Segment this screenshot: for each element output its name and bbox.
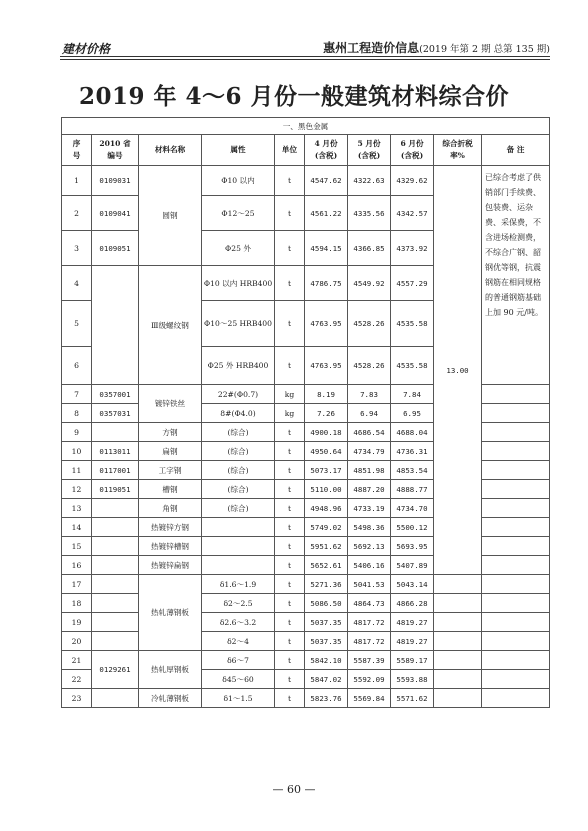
- cell-apr: 4948.96: [305, 499, 348, 518]
- cell-seq: 13: [62, 499, 92, 518]
- cell-code: 0357001: [92, 385, 139, 404]
- cell-may: 4549.92: [348, 266, 391, 301]
- cell-tax: [434, 689, 482, 708]
- cell-seq: 3: [62, 231, 92, 266]
- cell-seq: 8: [62, 404, 92, 423]
- cell-apr: 5110.00: [305, 480, 348, 499]
- cell-unit: t: [275, 423, 305, 442]
- cell-note: [482, 651, 550, 670]
- cell-apr: 7.26: [305, 404, 348, 423]
- cell-may: 5692.13: [348, 537, 391, 556]
- cell-code: 0119051: [92, 480, 139, 499]
- cell-attr: 22#(Φ0.7): [202, 385, 275, 404]
- cell-may: 5592.09: [348, 670, 391, 689]
- cell-tax: [434, 632, 482, 651]
- col-note: 备 注: [482, 135, 550, 166]
- cell-code: 0113011: [92, 442, 139, 461]
- cell-note: [482, 575, 550, 594]
- cell-may: 4851.98: [348, 461, 391, 480]
- cell-seq: 11: [62, 461, 92, 480]
- header-rule-thin: [60, 59, 550, 60]
- cell-code: [92, 556, 139, 575]
- cell-note: [482, 385, 550, 404]
- cell-attr: Φ10 以内: [202, 166, 275, 196]
- cell-apr: 4594.15: [305, 231, 348, 266]
- cell-code: 0109031: [92, 166, 139, 196]
- cell-seq: 19: [62, 613, 92, 632]
- cell-jun: 4888.77: [391, 480, 434, 499]
- cell-jun: 4373.92: [391, 231, 434, 266]
- cell-attr: (综合): [202, 461, 275, 480]
- cell-code: 0117001: [92, 461, 139, 480]
- cell-apr: 5652.61: [305, 556, 348, 575]
- cell-jun: 5589.17: [391, 651, 434, 670]
- cell-seq: 9: [62, 423, 92, 442]
- cell-name-group: 热轧薄钢板: [139, 575, 202, 651]
- cell-attr: δ6～7: [202, 651, 275, 670]
- cell-name-group: Ⅲ级螺纹钢: [139, 266, 202, 385]
- cell-may: 5569.84: [348, 689, 391, 708]
- cell-apr: 4786.75: [305, 266, 348, 301]
- cell-may: 4528.26: [348, 347, 391, 385]
- cell-attr: Φ12～25: [202, 196, 275, 231]
- cell-tax: [434, 651, 482, 670]
- cell-seq: 7: [62, 385, 92, 404]
- cell-attr: (综合): [202, 499, 275, 518]
- cell-note: [482, 613, 550, 632]
- cell-tax: [434, 670, 482, 689]
- cell-attr: [202, 556, 275, 575]
- cell-unit: t: [275, 651, 305, 670]
- cell-unit: t: [275, 196, 305, 231]
- cell-code: [92, 518, 139, 537]
- cell-note: [482, 423, 550, 442]
- cell-code: 0109051: [92, 231, 139, 266]
- cell-note: [482, 518, 550, 537]
- cell-seq: 5: [62, 301, 92, 347]
- cell-tax: [434, 594, 482, 613]
- cell-attr: Φ10 以内 HRB400: [202, 266, 275, 301]
- cell-attr: δ1～1.5: [202, 689, 275, 708]
- cell-unit: t: [275, 480, 305, 499]
- cell-jun: 5043.14: [391, 575, 434, 594]
- cell-unit: t: [275, 166, 305, 196]
- cell-jun: 4853.54: [391, 461, 434, 480]
- cell-jun: 4866.28: [391, 594, 434, 613]
- cell-apr: 5749.02: [305, 518, 348, 537]
- cell-note: [482, 594, 550, 613]
- cell-attr: δ2～4: [202, 632, 275, 651]
- cell-note: [482, 404, 550, 423]
- table-row: [62, 613, 550, 632]
- cell-jun: 4736.31: [391, 442, 434, 461]
- col-unit: 单位: [275, 135, 305, 166]
- cell-apr: 5842.10: [305, 651, 348, 670]
- cell-unit: t: [275, 301, 305, 347]
- cell-attr: δ2.6～3.2: [202, 613, 275, 632]
- col-may: 5 月份 (含税): [348, 135, 391, 166]
- cell-attr: δ45～60: [202, 670, 275, 689]
- cell-may: 4733.19: [348, 499, 391, 518]
- col-tax: 综合折税 率%: [434, 135, 482, 166]
- cell-apr: 4900.18: [305, 423, 348, 442]
- cell-jun: 5500.12: [391, 518, 434, 537]
- cell-seq: 1: [62, 166, 92, 196]
- cell-may: 7.83: [348, 385, 391, 404]
- cell-name: 热镀锌扁钢: [139, 556, 202, 575]
- table-row: [62, 166, 550, 196]
- cell-may: 4864.73: [348, 594, 391, 613]
- cell-seq: 20: [62, 632, 92, 651]
- cell-jun: 5593.88: [391, 670, 434, 689]
- cell-unit: t: [275, 518, 305, 537]
- col-attr: 属性: [202, 135, 275, 166]
- cell-seq: 22: [62, 670, 92, 689]
- table-row: [62, 594, 550, 613]
- cell-unit: t: [275, 442, 305, 461]
- cell-name: 角钢: [139, 499, 202, 518]
- cell-note: [482, 556, 550, 575]
- cell-apr: 5037.35: [305, 613, 348, 632]
- cell-unit: t: [275, 594, 305, 613]
- cell-unit: t: [275, 231, 305, 266]
- cell-may: 4734.79: [348, 442, 391, 461]
- cell-code: [92, 613, 139, 632]
- col-apr: 4 月份 (含税): [305, 135, 348, 166]
- cell-code: [92, 575, 139, 594]
- cell-apr: 4763.95: [305, 301, 348, 347]
- col-name: 材料名称: [139, 135, 202, 166]
- cell-jun: 5693.95: [391, 537, 434, 556]
- cell-name: 冷轧薄钢板: [139, 689, 202, 708]
- cell-apr: 4950.64: [305, 442, 348, 461]
- cell-unit: t: [275, 670, 305, 689]
- cell-attr: Φ10～25 HRB400: [202, 301, 275, 347]
- cell-attr: δ2～2.5: [202, 594, 275, 613]
- cell-unit: kg: [275, 404, 305, 423]
- cell-jun: 4819.27: [391, 613, 434, 632]
- cell-name: 扁钢: [139, 442, 202, 461]
- price-table: [61, 117, 550, 708]
- cell-attr: (综合): [202, 423, 275, 442]
- cell-seq: 15: [62, 537, 92, 556]
- cell-code-group: [92, 266, 139, 385]
- cell-tax-rate: 13.00: [434, 166, 482, 575]
- cell-code: 0109041: [92, 196, 139, 231]
- cell-attr: (综合): [202, 442, 275, 461]
- cell-remark: 已综合考虑了供销部门手续费、包装费、运杂费、采保费，不含进场检测费，不综合广钢、韶钢优等钢，抗震钢筋在相同规格的普通钢筋基础上加 90 元/吨。: [482, 166, 550, 385]
- cell-may: 4686.54: [348, 423, 391, 442]
- col-seq: 序 号: [62, 135, 92, 166]
- cell-apr: 5037.35: [305, 632, 348, 651]
- cell-attr: (综合): [202, 480, 275, 499]
- cell-seq: 18: [62, 594, 92, 613]
- cell-name: 热镀锌槽钢: [139, 537, 202, 556]
- category-row: [62, 118, 550, 135]
- cell-note: [482, 461, 550, 480]
- cell-jun: 4734.70: [391, 499, 434, 518]
- cell-name: 热镀锌方钢: [139, 518, 202, 537]
- cell-may: 4335.56: [348, 196, 391, 231]
- cell-jun: 4342.57: [391, 196, 434, 231]
- table-row: [62, 689, 550, 708]
- cell-attr: δ1.6～1.9: [202, 575, 275, 594]
- cell-apr: 5073.17: [305, 461, 348, 480]
- cell-seq: 12: [62, 480, 92, 499]
- cell-unit: t: [275, 266, 305, 301]
- cell-unit: kg: [275, 385, 305, 404]
- cell-attr: Φ25 外: [202, 231, 275, 266]
- cell-may: 4817.72: [348, 613, 391, 632]
- cell-jun: 4535.58: [391, 347, 434, 385]
- cell-may: 5406.16: [348, 556, 391, 575]
- cell-apr: 4763.95: [305, 347, 348, 385]
- cell-unit: t: [275, 632, 305, 651]
- cell-seq: 10: [62, 442, 92, 461]
- cell-apr: 5951.62: [305, 537, 348, 556]
- header-publication: [323, 39, 550, 56]
- cell-name: 工字钢: [139, 461, 202, 480]
- cell-jun: 4557.29: [391, 266, 434, 301]
- cell-jun: 5571.62: [391, 689, 434, 708]
- page-number: — 60 —: [272, 783, 316, 796]
- cell-apr: 8.19: [305, 385, 348, 404]
- header-issue: (2019 年第 2 期 总第 135 期): [419, 44, 550, 55]
- cell-code: 0357031: [92, 404, 139, 423]
- page-title: 2019 年 4～6 月份一般建筑材料综合价: [78, 83, 510, 110]
- cell-may: 5041.53: [348, 575, 391, 594]
- cell-may: 4322.63: [348, 166, 391, 196]
- cell-note: [482, 537, 550, 556]
- header-row: [62, 135, 550, 166]
- cell-jun: 5407.89: [391, 556, 434, 575]
- category-label: 一、黑色金属: [62, 118, 550, 135]
- cell-may: 4528.26: [348, 301, 391, 347]
- cell-seq: 21: [62, 651, 92, 670]
- cell-may: 4366.85: [348, 231, 391, 266]
- cell-code-group: 0129261: [92, 651, 139, 689]
- cell-code: [92, 594, 139, 613]
- cell-attr: [202, 518, 275, 537]
- cell-may: 6.94: [348, 404, 391, 423]
- cell-may: 5587.39: [348, 651, 391, 670]
- cell-seq: 16: [62, 556, 92, 575]
- cell-jun: 7.84: [391, 385, 434, 404]
- cell-apr: 5847.02: [305, 670, 348, 689]
- cell-may: 5498.36: [348, 518, 391, 537]
- cell-tax: [434, 613, 482, 632]
- cell-may: 4887.20: [348, 480, 391, 499]
- cell-attr: Φ25 外 HRB400: [202, 347, 275, 385]
- cell-jun: 4688.04: [391, 423, 434, 442]
- cell-apr: 5823.76: [305, 689, 348, 708]
- cell-seq: 17: [62, 575, 92, 594]
- cell-seq: 14: [62, 518, 92, 537]
- cell-jun: 4329.62: [391, 166, 434, 196]
- cell-code: [92, 499, 139, 518]
- cell-seq: 6: [62, 347, 92, 385]
- cell-unit: t: [275, 347, 305, 385]
- cell-name: 方钢: [139, 423, 202, 442]
- cell-note: [482, 670, 550, 689]
- table-row: [62, 575, 550, 594]
- cell-code: [92, 689, 139, 708]
- header-rule-thick: [60, 56, 550, 57]
- cell-jun: 4535.58: [391, 301, 434, 347]
- cell-tax: [434, 575, 482, 594]
- cell-unit: t: [275, 499, 305, 518]
- cell-may: 4817.72: [348, 632, 391, 651]
- cell-name: 槽钢: [139, 480, 202, 499]
- cell-jun: 4819.27: [391, 632, 434, 651]
- cell-seq: 4: [62, 266, 92, 301]
- cell-seq: 2: [62, 196, 92, 231]
- cell-note: [482, 480, 550, 499]
- cell-attr: 8#(Φ4.0): [202, 404, 275, 423]
- table-row: [62, 632, 550, 651]
- cell-name-group: 圆钢: [139, 166, 202, 266]
- cell-code: [92, 537, 139, 556]
- cell-unit: t: [275, 689, 305, 708]
- cell-name-group: 热轧厚钢板: [139, 651, 202, 689]
- cell-note: [482, 499, 550, 518]
- cell-code: [92, 632, 139, 651]
- cell-apr: 5271.36: [305, 575, 348, 594]
- cell-unit: t: [275, 537, 305, 556]
- cell-apr: 4547.62: [305, 166, 348, 196]
- cell-jun: 6.95: [391, 404, 434, 423]
- table-row: [62, 651, 550, 670]
- cell-note: [482, 689, 550, 708]
- cell-note: [482, 632, 550, 651]
- cell-apr: 4561.22: [305, 196, 348, 231]
- cell-unit: t: [275, 613, 305, 632]
- cell-unit: t: [275, 461, 305, 480]
- cell-attr: [202, 537, 275, 556]
- cell-note: [482, 442, 550, 461]
- cell-unit: t: [275, 556, 305, 575]
- cell-name-group: 镀锌铁丝: [139, 385, 202, 423]
- col-jun: 6 月份 (含税): [391, 135, 434, 166]
- cell-code: [92, 423, 139, 442]
- cell-apr: 5086.50: [305, 594, 348, 613]
- col-code: 2010 省 编号: [92, 135, 139, 166]
- cell-unit: t: [275, 575, 305, 594]
- header-section-label: 建材价格: [62, 42, 111, 56]
- header-publication-name: 惠州工程造价信息: [323, 41, 420, 55]
- cell-seq: 23: [62, 689, 92, 708]
